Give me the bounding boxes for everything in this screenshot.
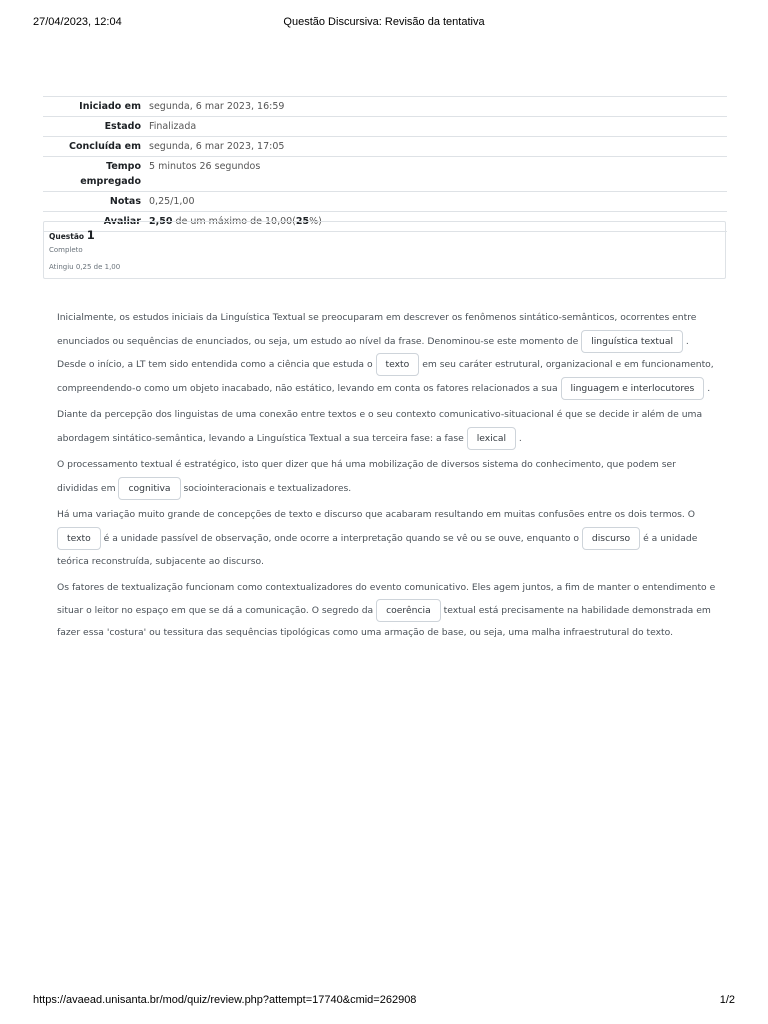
question-number-value: 1 xyxy=(86,228,95,242)
answer-field-6[interactable]: texto xyxy=(57,527,101,550)
summary-label-line2: empregado xyxy=(80,176,141,187)
summary-row-time xyxy=(43,157,727,192)
summary-row-completed xyxy=(43,137,727,157)
grade-score: 2,50 xyxy=(149,216,173,227)
summary-label xyxy=(43,157,149,192)
text-fragment: Os fatores de textualização funcionam como contextualizadores do evento comunicativo. Eles agem juntos, a fim de manter o entendimento e situar o leitor no espaço em que se dá a comunicação. O segredo da xyxy=(57,581,716,616)
text-fragment: sociointeracionais e textualizadores. xyxy=(180,482,352,494)
question-paragraph-4 xyxy=(57,503,717,574)
summary-value: 5 minutos 26 segundos xyxy=(149,161,261,172)
answer-field-3[interactable]: linguagem e interlocutores xyxy=(561,377,705,400)
text-fragment: O processamento textual é estratégico, isto quer dizer que há uma mobilização de diversos sistema do conhecimento, que podem ser divididas em xyxy=(57,459,676,494)
text-fragment: . xyxy=(704,382,711,394)
summary-label: Concluída em xyxy=(68,141,141,152)
summary-value: Finalizada xyxy=(149,121,197,132)
question-paragraph-1 xyxy=(57,306,717,400)
attempt-summary-table xyxy=(43,96,727,232)
summary-label: Notas xyxy=(109,196,141,207)
summary-row-state xyxy=(43,117,727,137)
answer-field-1[interactable]: linguística textual xyxy=(581,330,683,353)
text-fragment: em seu caráter estrutural, organizacional e em funcionamento, compreendendo-o como um objeto inacabado, não estático, levando em conta os fatores relacionados a sua xyxy=(57,359,714,394)
summary-value: segunda, 6 mar 2023, 17:05 xyxy=(149,141,285,152)
text-fragment: Inicialmente, os estudos iniciais da Linguística Textual se preocuparam em descrever os fenômenos sintático-semânticos, ocorrentes entre enunciados ou sequências de enunciados, ou seja, um estudo ao nível da frase. Denominou-se este momento de xyxy=(57,312,697,347)
summary-label: Iniciado em xyxy=(79,101,141,112)
summary-row-marks xyxy=(43,192,727,212)
grade-text: de um máximo de 10,00( xyxy=(172,216,296,227)
text-fragment: Há uma variação muito grande de concepções de texto e discurso que acabaram resultando em muitas confusões entre os dois termos. O xyxy=(57,509,696,520)
text-fragment: Diante da percepção dos linguistas de uma conexão entre textos e o seu contexto comunicativo-situacional é que se decide ir além de uma abordagem sintático-semântica, levando a Linguística Textual a sua terceira fase: a fase xyxy=(57,409,703,444)
question-paragraph-5 xyxy=(57,577,717,644)
question-paragraph-2 xyxy=(57,403,717,450)
text-fragment: . Desde o início, a LT tem sido entendida como a ciência que estuda o xyxy=(57,335,689,370)
summary-label: Estado xyxy=(104,121,141,132)
text-fragment: é a unidade passível de observação, onde ocorre a interpretação quando se vê ou se ouve, enquanto o xyxy=(100,532,582,544)
question-info-box xyxy=(43,221,726,279)
answer-field-7[interactable]: discurso xyxy=(582,527,640,550)
print-url: https://avaead.unisanta.br/mod/quiz/review.php?attempt=17740&cmid=262908 xyxy=(33,994,417,1006)
print-header xyxy=(0,16,768,32)
answer-field-8[interactable]: coerência xyxy=(376,599,441,622)
question-grade: Atingiu 0,25 de 1,00 xyxy=(49,263,121,271)
summary-value: segunda, 6 mar 2023, 16:59 xyxy=(149,101,285,112)
answer-field-4[interactable]: lexical xyxy=(467,427,516,450)
question-number xyxy=(49,228,95,242)
question-text xyxy=(57,306,717,647)
answer-field-5[interactable]: cognitiva xyxy=(118,477,180,500)
summary-label: Avaliar xyxy=(103,216,141,227)
text-fragment: é a unidade teórica reconstruída, subjacente ao discurso. xyxy=(57,532,698,567)
question-state: Completo xyxy=(49,246,83,254)
print-page-title: Questão Discursiva: Revisão da tentativa xyxy=(283,16,485,28)
summary-row-started xyxy=(43,97,727,117)
text-fragment: textual está precisamente na habilidade demonstrada em fazer essa 'costura' ou tessitura das sequências tipológicas como uma armação de base, ou seja, uma malha infraestrutural do texto. xyxy=(57,604,711,638)
summary-label-line1: Tempo xyxy=(106,161,141,172)
grade-percent: 25 xyxy=(295,216,310,227)
answer-field-2[interactable]: texto xyxy=(376,353,420,376)
text-fragment: . xyxy=(516,432,522,444)
grade-end: %) xyxy=(309,216,322,227)
question-label: Questão xyxy=(49,232,85,241)
print-page-number: 1/2 xyxy=(719,994,735,1006)
question-paragraph-3 xyxy=(57,453,717,500)
summary-value: 0,25/1,00 xyxy=(149,196,195,207)
print-datetime: 27/04/2023, 12:04 xyxy=(33,16,122,28)
